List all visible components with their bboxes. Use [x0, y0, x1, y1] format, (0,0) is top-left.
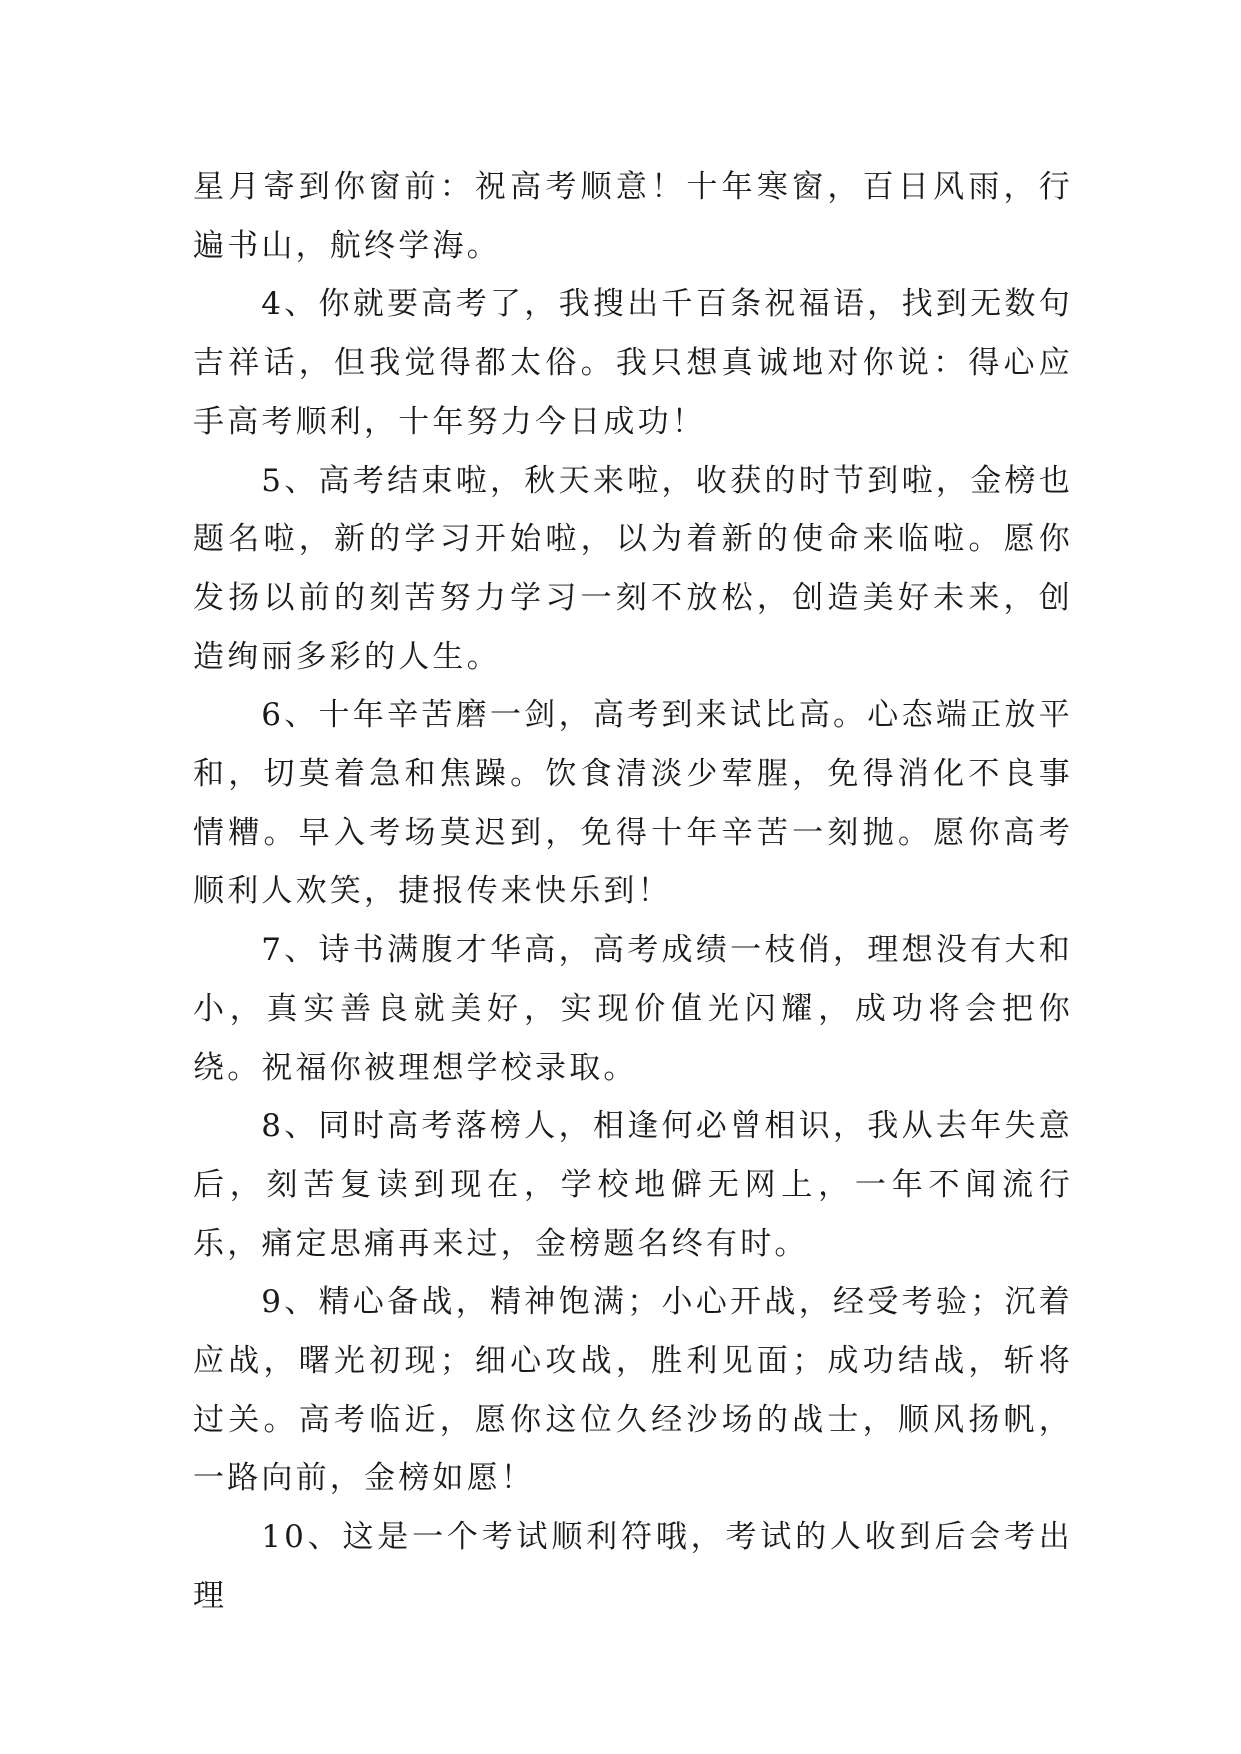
- paragraph-item-10: 10、这是一个考试顺利符哦，考试的人收到后会考出理: [193, 1519, 1073, 1614]
- paragraph-item-5: 5、高考结束啦，秋天来啦，收获的时节到啦，金榜也题名啦，新的学习开始啦，以为着新的使命来临啦。愿你发扬以前的刻苦努力学习一刻不放松，创造美好未来，创造绚丽多彩的人生。: [193, 462, 1073, 675]
- paragraph-continuation: 星月寄到你窗前：祝高考顺意！十年寒窗，百日风雨，行遍书山，航终学海。: [193, 169, 1073, 264]
- document-body: [193, 158, 1073, 1626]
- paragraph-item-6: 6、十年辛苦磨一剑，高考到来试比高。心态端正放平和，切莫着急和焦躁。饮食清淡少荤腥，免得消化不良事情糟。早入考场莫迟到，免得十年辛苦一刻抛。愿你高考顺利人欢笑，捷报传来快乐到！: [193, 697, 1073, 910]
- paragraph-item-8: 8、同时高考落榜人，相逢何必曾相识，我从去年失意后，刻苦复读到现在，学校地僻无网上，一年不闻流行乐，痛定思痛再来过，金榜题名终有时。: [193, 1108, 1073, 1262]
- paragraph-item-7: 7、诗书满腹才华高，高考成绩一枝俏，理想没有大和小，真实善良就美好，实现价值光闪耀，成功将会把你绕。祝福你被理想学校录取。: [193, 932, 1073, 1086]
- paragraph-item-9: 9、精心备战，精神饱满；小心开战，经受考验；沉着应战，曙光初现；细心攻战，胜利见面；成功结战，斩将过关。高考临近，愿你这位久经沙场的战士，顺风扬帆，一路向前，金榜如愿！: [193, 1284, 1073, 1497]
- paragraph-item-4: 4、你就要高考了，我搜出千百条祝福语，找到无数句吉祥话，但我觉得都太俗。我只想真诚地对你说：得心应手高考顺利，十年努力今日成功！: [193, 286, 1073, 440]
